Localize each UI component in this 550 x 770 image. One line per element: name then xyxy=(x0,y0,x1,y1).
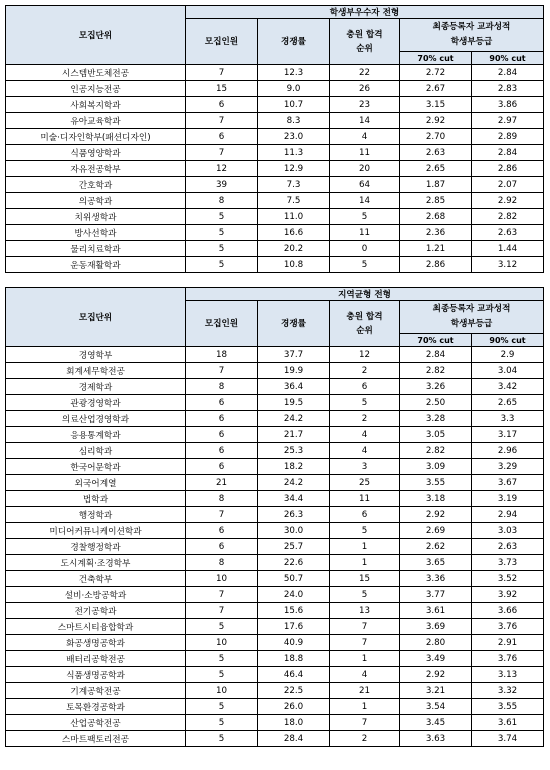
cell-ratio: 17.6 xyxy=(258,619,330,635)
cell-cut70: 3.28 xyxy=(400,411,472,427)
cell-unit: 산업공학전공 xyxy=(6,715,186,731)
cell-cut90: 2.91 xyxy=(472,635,544,651)
cell-cut90: 2.96 xyxy=(472,443,544,459)
cell-ratio: 25.3 xyxy=(258,443,330,459)
unit-header: 모집단위 xyxy=(6,288,186,347)
cell-quota: 15 xyxy=(186,81,258,97)
cell-cut90: 3.03 xyxy=(472,523,544,539)
cut70-header: 70% cut xyxy=(400,52,472,65)
cell-rank: 25 xyxy=(330,475,400,491)
cell-cut90: 2.86 xyxy=(472,161,544,177)
table-regional-balance xyxy=(5,287,543,747)
cell-rank: 2 xyxy=(330,411,400,427)
table-row xyxy=(6,459,544,475)
cell-rank: 1 xyxy=(330,555,400,571)
table-row xyxy=(6,555,544,571)
cell-quota: 7 xyxy=(186,587,258,603)
table-row xyxy=(6,699,544,715)
cell-cut90: 2.89 xyxy=(472,129,544,145)
table-row xyxy=(6,539,544,555)
cell-rank: 21 xyxy=(330,683,400,699)
cell-cut70: 3.45 xyxy=(400,715,472,731)
table-row xyxy=(6,603,544,619)
cell-ratio: 30.0 xyxy=(258,523,330,539)
cell-ratio: 11.0 xyxy=(258,209,330,225)
rank-header-line1: 충원 합격 xyxy=(346,311,383,322)
table-row xyxy=(6,347,544,363)
cell-cut90: 3.76 xyxy=(472,651,544,667)
cell-cut70: 1.87 xyxy=(400,177,472,193)
cell-quota: 6 xyxy=(186,129,258,145)
cell-ratio: 18.8 xyxy=(258,651,330,667)
cell-unit: 한국어문학과 xyxy=(6,459,186,475)
table-row xyxy=(6,683,544,699)
grade-header xyxy=(400,301,544,334)
cell-unit: 미술·디자인학부(패션디자인) xyxy=(6,129,186,145)
table-row xyxy=(6,97,544,113)
cell-cut70: 3.61 xyxy=(400,603,472,619)
cell-cut90: 3.74 xyxy=(472,731,544,747)
table-row xyxy=(6,129,544,145)
cell-unit: 설비·소방공학과 xyxy=(6,587,186,603)
table-body xyxy=(6,347,544,747)
table-student-record-excellence xyxy=(5,5,543,273)
cell-quota: 10 xyxy=(186,571,258,587)
cell-unit: 식품영양학과 xyxy=(6,145,186,161)
cell-cut70: 2.69 xyxy=(400,523,472,539)
cell-ratio: 7.5 xyxy=(258,193,330,209)
cell-rank: 5 xyxy=(330,209,400,225)
cell-quota: 5 xyxy=(186,651,258,667)
cell-quota: 6 xyxy=(186,395,258,411)
cell-quota: 8 xyxy=(186,555,258,571)
cell-quota: 5 xyxy=(186,731,258,747)
cell-cut90: 2.63 xyxy=(472,539,544,555)
cell-cut70: 3.77 xyxy=(400,587,472,603)
cell-rank: 1 xyxy=(330,699,400,715)
cell-unit: 자유전공학부 xyxy=(6,161,186,177)
cell-unit: 경제학과 xyxy=(6,379,186,395)
cell-rank: 22 xyxy=(330,65,400,81)
cell-unit: 배터리공학전공 xyxy=(6,651,186,667)
cell-unit: 법학과 xyxy=(6,491,186,507)
table-row xyxy=(6,81,544,97)
cell-cut70: 2.67 xyxy=(400,81,472,97)
cell-cut70: 2.80 xyxy=(400,635,472,651)
cell-quota: 7 xyxy=(186,113,258,129)
cell-ratio: 26.3 xyxy=(258,507,330,523)
cell-rank: 7 xyxy=(330,635,400,651)
cell-unit: 건축학부 xyxy=(6,571,186,587)
cell-ratio: 11.3 xyxy=(258,145,330,161)
cell-ratio: 9.0 xyxy=(258,81,330,97)
cell-cut70: 2.85 xyxy=(400,193,472,209)
table-row xyxy=(6,635,544,651)
cell-cut70: 3.36 xyxy=(400,571,472,587)
cell-cut70: 2.92 xyxy=(400,113,472,129)
cell-quota: 6 xyxy=(186,523,258,539)
rank-header-line1: 충원 합격 xyxy=(346,29,383,40)
cell-cut90: 3.76 xyxy=(472,619,544,635)
table-row xyxy=(6,427,544,443)
cell-cut70: 2.68 xyxy=(400,209,472,225)
cell-cut90: 2.84 xyxy=(472,65,544,81)
grade-header-line2: 학생부등급 xyxy=(450,319,493,329)
cell-cut90: 3.32 xyxy=(472,683,544,699)
cell-rank: 64 xyxy=(330,177,400,193)
table-row xyxy=(6,363,544,379)
table-title: 지역균형 전형 xyxy=(186,288,544,301)
table-row xyxy=(6,667,544,683)
cell-quota: 6 xyxy=(186,411,258,427)
table-row xyxy=(6,241,544,257)
cell-ratio: 10.8 xyxy=(258,257,330,273)
cell-rank: 26 xyxy=(330,81,400,97)
table-title: 학생부우수자 전형 xyxy=(186,6,544,19)
cell-unit: 유아교육학과 xyxy=(6,113,186,129)
table-body xyxy=(6,65,544,273)
table-row xyxy=(6,619,544,635)
cell-rank: 4 xyxy=(330,667,400,683)
cell-ratio: 36.4 xyxy=(258,379,330,395)
cell-cut90: 3.3 xyxy=(472,411,544,427)
cell-quota: 6 xyxy=(186,443,258,459)
table-row xyxy=(6,651,544,667)
cell-ratio: 22.5 xyxy=(258,683,330,699)
cell-ratio: 25.7 xyxy=(258,539,330,555)
cell-cut70: 2.86 xyxy=(400,257,472,273)
cell-quota: 6 xyxy=(186,459,258,475)
cell-ratio: 24.2 xyxy=(258,475,330,491)
cell-cut70: 3.55 xyxy=(400,475,472,491)
cell-ratio: 23.0 xyxy=(258,129,330,145)
table-row xyxy=(6,161,544,177)
cell-unit: 간호학과 xyxy=(6,177,186,193)
cell-cut90: 2.94 xyxy=(472,507,544,523)
table-row xyxy=(6,571,544,587)
cell-cut90: 3.17 xyxy=(472,427,544,443)
cell-unit: 운동재활학과 xyxy=(6,257,186,273)
cell-cut70: 2.50 xyxy=(400,395,472,411)
cell-ratio: 18.2 xyxy=(258,459,330,475)
cell-rank: 5 xyxy=(330,257,400,273)
grade-header xyxy=(400,19,544,52)
table-row xyxy=(6,475,544,491)
table-row xyxy=(6,731,544,747)
cell-cut70: 2.36 xyxy=(400,225,472,241)
cell-cut90: 3.12 xyxy=(472,257,544,273)
cell-unit: 시스템반도체전공 xyxy=(6,65,186,81)
cell-cut90: 3.61 xyxy=(472,715,544,731)
cell-ratio: 50.7 xyxy=(258,571,330,587)
cell-quota: 39 xyxy=(186,177,258,193)
cell-cut70: 3.21 xyxy=(400,683,472,699)
cell-cut70: 2.72 xyxy=(400,65,472,81)
cell-quota: 5 xyxy=(186,619,258,635)
cell-ratio: 19.5 xyxy=(258,395,330,411)
cell-unit: 경찰행정학과 xyxy=(6,539,186,555)
cell-rank: 6 xyxy=(330,507,400,523)
cell-cut90: 3.13 xyxy=(472,667,544,683)
cell-cut70: 3.05 xyxy=(400,427,472,443)
table-row xyxy=(6,65,544,81)
cell-cut90: 3.29 xyxy=(472,459,544,475)
cell-quota: 18 xyxy=(186,347,258,363)
quota-header: 모집인원 xyxy=(186,301,258,347)
cell-ratio: 12.9 xyxy=(258,161,330,177)
cell-cut70: 1.21 xyxy=(400,241,472,257)
cell-unit: 미디어커뮤니케이션학과 xyxy=(6,523,186,539)
cell-rank: 5 xyxy=(330,523,400,539)
cell-cut70: 3.49 xyxy=(400,651,472,667)
table-row xyxy=(6,145,544,161)
table-row xyxy=(6,395,544,411)
cut90-header: 90% cut xyxy=(472,334,544,347)
cell-cut70: 2.70 xyxy=(400,129,472,145)
rank-header xyxy=(330,19,400,65)
table-row xyxy=(6,443,544,459)
cell-cut70: 2.65 xyxy=(400,161,472,177)
table-row xyxy=(6,193,544,209)
table-row xyxy=(6,411,544,427)
cell-cut70: 3.63 xyxy=(400,731,472,747)
cell-rank: 1 xyxy=(330,651,400,667)
cell-ratio: 28.4 xyxy=(258,731,330,747)
cell-rank: 4 xyxy=(330,443,400,459)
cell-rank: 11 xyxy=(330,145,400,161)
cell-quota: 21 xyxy=(186,475,258,491)
cell-quota: 6 xyxy=(186,97,258,113)
cell-quota: 10 xyxy=(186,683,258,699)
cell-ratio: 24.0 xyxy=(258,587,330,603)
cell-cut90: 3.67 xyxy=(472,475,544,491)
table-row xyxy=(6,209,544,225)
cell-rank: 15 xyxy=(330,571,400,587)
cell-ratio: 20.2 xyxy=(258,241,330,257)
cell-quota: 5 xyxy=(186,209,258,225)
cell-unit: 전기공학과 xyxy=(6,603,186,619)
cell-ratio: 10.7 xyxy=(258,97,330,113)
cell-unit: 방사선학과 xyxy=(6,225,186,241)
cell-unit: 기계공학전공 xyxy=(6,683,186,699)
cell-rank: 0 xyxy=(330,241,400,257)
cell-unit: 관광경영학과 xyxy=(6,395,186,411)
cell-ratio: 26.0 xyxy=(258,699,330,715)
cell-ratio: 40.9 xyxy=(258,635,330,651)
cell-cut70: 3.09 xyxy=(400,459,472,475)
cell-rank: 2 xyxy=(330,731,400,747)
quota-header: 모집인원 xyxy=(186,19,258,65)
cell-unit: 행정학과 xyxy=(6,507,186,523)
cell-unit: 토목환경공학과 xyxy=(6,699,186,715)
table-row xyxy=(6,177,544,193)
rank-header xyxy=(330,301,400,347)
cell-quota: 6 xyxy=(186,539,258,555)
cell-cut70: 3.54 xyxy=(400,699,472,715)
table-row xyxy=(6,257,544,273)
cell-rank: 4 xyxy=(330,427,400,443)
cell-rank: 12 xyxy=(330,347,400,363)
cell-cut90: 1.44 xyxy=(472,241,544,257)
cell-unit: 의료산업경영학과 xyxy=(6,411,186,427)
cell-cut90: 3.66 xyxy=(472,603,544,619)
cell-cut70: 3.26 xyxy=(400,379,472,395)
cell-ratio: 8.3 xyxy=(258,113,330,129)
cell-cut90: 2.84 xyxy=(472,145,544,161)
cell-quota: 5 xyxy=(186,241,258,257)
cell-quota: 7 xyxy=(186,145,258,161)
cell-cut70: 3.18 xyxy=(400,491,472,507)
cell-ratio: 7.3 xyxy=(258,177,330,193)
cell-quota: 8 xyxy=(186,379,258,395)
admission-table-2 xyxy=(5,287,544,747)
cell-rank: 13 xyxy=(330,603,400,619)
cell-cut70: 2.82 xyxy=(400,363,472,379)
cell-unit: 회계세무학전공 xyxy=(6,363,186,379)
table-row xyxy=(6,587,544,603)
rank-header-line2: 순위 xyxy=(356,325,373,336)
rank-header-line2: 순위 xyxy=(356,43,373,54)
grade-header-line1: 최종등록자 교과성적 xyxy=(432,304,511,314)
cell-quota: 5 xyxy=(186,667,258,683)
cell-ratio: 12.3 xyxy=(258,65,330,81)
cell-unit: 도시계획·조경학부 xyxy=(6,555,186,571)
cell-quota: 12 xyxy=(186,161,258,177)
cell-unit: 외국어계열 xyxy=(6,475,186,491)
cell-quota: 7 xyxy=(186,65,258,81)
cell-unit: 스마트팩토리전공 xyxy=(6,731,186,747)
cell-rank: 6 xyxy=(330,379,400,395)
cell-unit: 의공학과 xyxy=(6,193,186,209)
cell-unit: 인공지능전공 xyxy=(6,81,186,97)
cell-cut70: 2.92 xyxy=(400,507,472,523)
cell-quota: 7 xyxy=(186,507,258,523)
cell-rank: 5 xyxy=(330,587,400,603)
cell-cut70: 2.82 xyxy=(400,443,472,459)
ratio-header: 경쟁률 xyxy=(258,301,330,347)
cell-unit: 치위생학과 xyxy=(6,209,186,225)
cell-ratio: 15.6 xyxy=(258,603,330,619)
cell-rank: 23 xyxy=(330,97,400,113)
cell-cut70: 3.65 xyxy=(400,555,472,571)
cut70-header: 70% cut xyxy=(400,334,472,347)
cell-rank: 7 xyxy=(330,715,400,731)
cell-cut90: 3.92 xyxy=(472,587,544,603)
cell-quota: 8 xyxy=(186,491,258,507)
cell-cut70: 2.92 xyxy=(400,667,472,683)
cell-cut90: 2.9 xyxy=(472,347,544,363)
cell-quota: 7 xyxy=(186,363,258,379)
cell-rank: 14 xyxy=(330,113,400,129)
cell-cut90: 3.55 xyxy=(472,699,544,715)
grade-header-line2: 학생부등급 xyxy=(450,37,493,47)
cell-cut90: 2.82 xyxy=(472,209,544,225)
cell-ratio: 19.9 xyxy=(258,363,330,379)
cell-rank: 2 xyxy=(330,363,400,379)
ratio-header: 경쟁률 xyxy=(258,19,330,65)
cell-rank: 4 xyxy=(330,129,400,145)
cell-ratio: 21.7 xyxy=(258,427,330,443)
cell-cut90: 2.63 xyxy=(472,225,544,241)
cell-cut90: 3.04 xyxy=(472,363,544,379)
cell-unit: 응용통계학과 xyxy=(6,427,186,443)
cell-quota: 10 xyxy=(186,635,258,651)
cell-ratio: 34.4 xyxy=(258,491,330,507)
cell-quota: 7 xyxy=(186,603,258,619)
cell-quota: 5 xyxy=(186,257,258,273)
cell-unit: 화공생명공학과 xyxy=(6,635,186,651)
cell-rank: 20 xyxy=(330,161,400,177)
cell-rank: 11 xyxy=(330,225,400,241)
cell-cut90: 2.92 xyxy=(472,193,544,209)
table-row xyxy=(6,715,544,731)
cell-cut70: 3.69 xyxy=(400,619,472,635)
cell-cut70: 2.62 xyxy=(400,539,472,555)
table-row xyxy=(6,491,544,507)
table-row xyxy=(6,225,544,241)
cut90-header: 90% cut xyxy=(472,52,544,65)
cell-quota: 5 xyxy=(186,715,258,731)
cell-ratio: 24.2 xyxy=(258,411,330,427)
cell-unit: 스마트시티융합학과 xyxy=(6,619,186,635)
cell-cut90: 2.07 xyxy=(472,177,544,193)
table-row xyxy=(6,379,544,395)
cell-cut70: 2.84 xyxy=(400,347,472,363)
cell-cut70: 2.63 xyxy=(400,145,472,161)
cell-unit: 경영학부 xyxy=(6,347,186,363)
cell-cut90: 3.42 xyxy=(472,379,544,395)
table-row xyxy=(6,113,544,129)
cell-ratio: 22.6 xyxy=(258,555,330,571)
cell-unit: 식품생명공학과 xyxy=(6,667,186,683)
cell-cut90: 2.97 xyxy=(472,113,544,129)
cell-cut90: 3.52 xyxy=(472,571,544,587)
cell-quota: 6 xyxy=(186,427,258,443)
cell-ratio: 37.7 xyxy=(258,347,330,363)
admission-table-1 xyxy=(5,5,544,273)
cell-rank: 1 xyxy=(330,539,400,555)
cell-cut70: 3.15 xyxy=(400,97,472,113)
cell-quota: 5 xyxy=(186,225,258,241)
cell-rank: 7 xyxy=(330,619,400,635)
cell-unit: 사회복지학과 xyxy=(6,97,186,113)
table-row xyxy=(6,507,544,523)
cell-ratio: 46.4 xyxy=(258,667,330,683)
cell-quota: 5 xyxy=(186,699,258,715)
cell-ratio: 16.6 xyxy=(258,225,330,241)
cell-unit: 물리치료학과 xyxy=(6,241,186,257)
cell-cut90: 3.86 xyxy=(472,97,544,113)
cell-cut90: 2.83 xyxy=(472,81,544,97)
cell-ratio: 18.0 xyxy=(258,715,330,731)
cell-rank: 14 xyxy=(330,193,400,209)
cell-cut90: 3.73 xyxy=(472,555,544,571)
grade-header-line1: 최종등록자 교과성적 xyxy=(432,22,511,32)
cell-rank: 3 xyxy=(330,459,400,475)
cell-quota: 8 xyxy=(186,193,258,209)
cell-cut90: 2.65 xyxy=(472,395,544,411)
table-row xyxy=(6,523,544,539)
cell-unit: 심리학과 xyxy=(6,443,186,459)
cell-rank: 11 xyxy=(330,491,400,507)
cell-rank: 5 xyxy=(330,395,400,411)
unit-header: 모집단위 xyxy=(6,6,186,65)
cell-cut90: 3.19 xyxy=(472,491,544,507)
